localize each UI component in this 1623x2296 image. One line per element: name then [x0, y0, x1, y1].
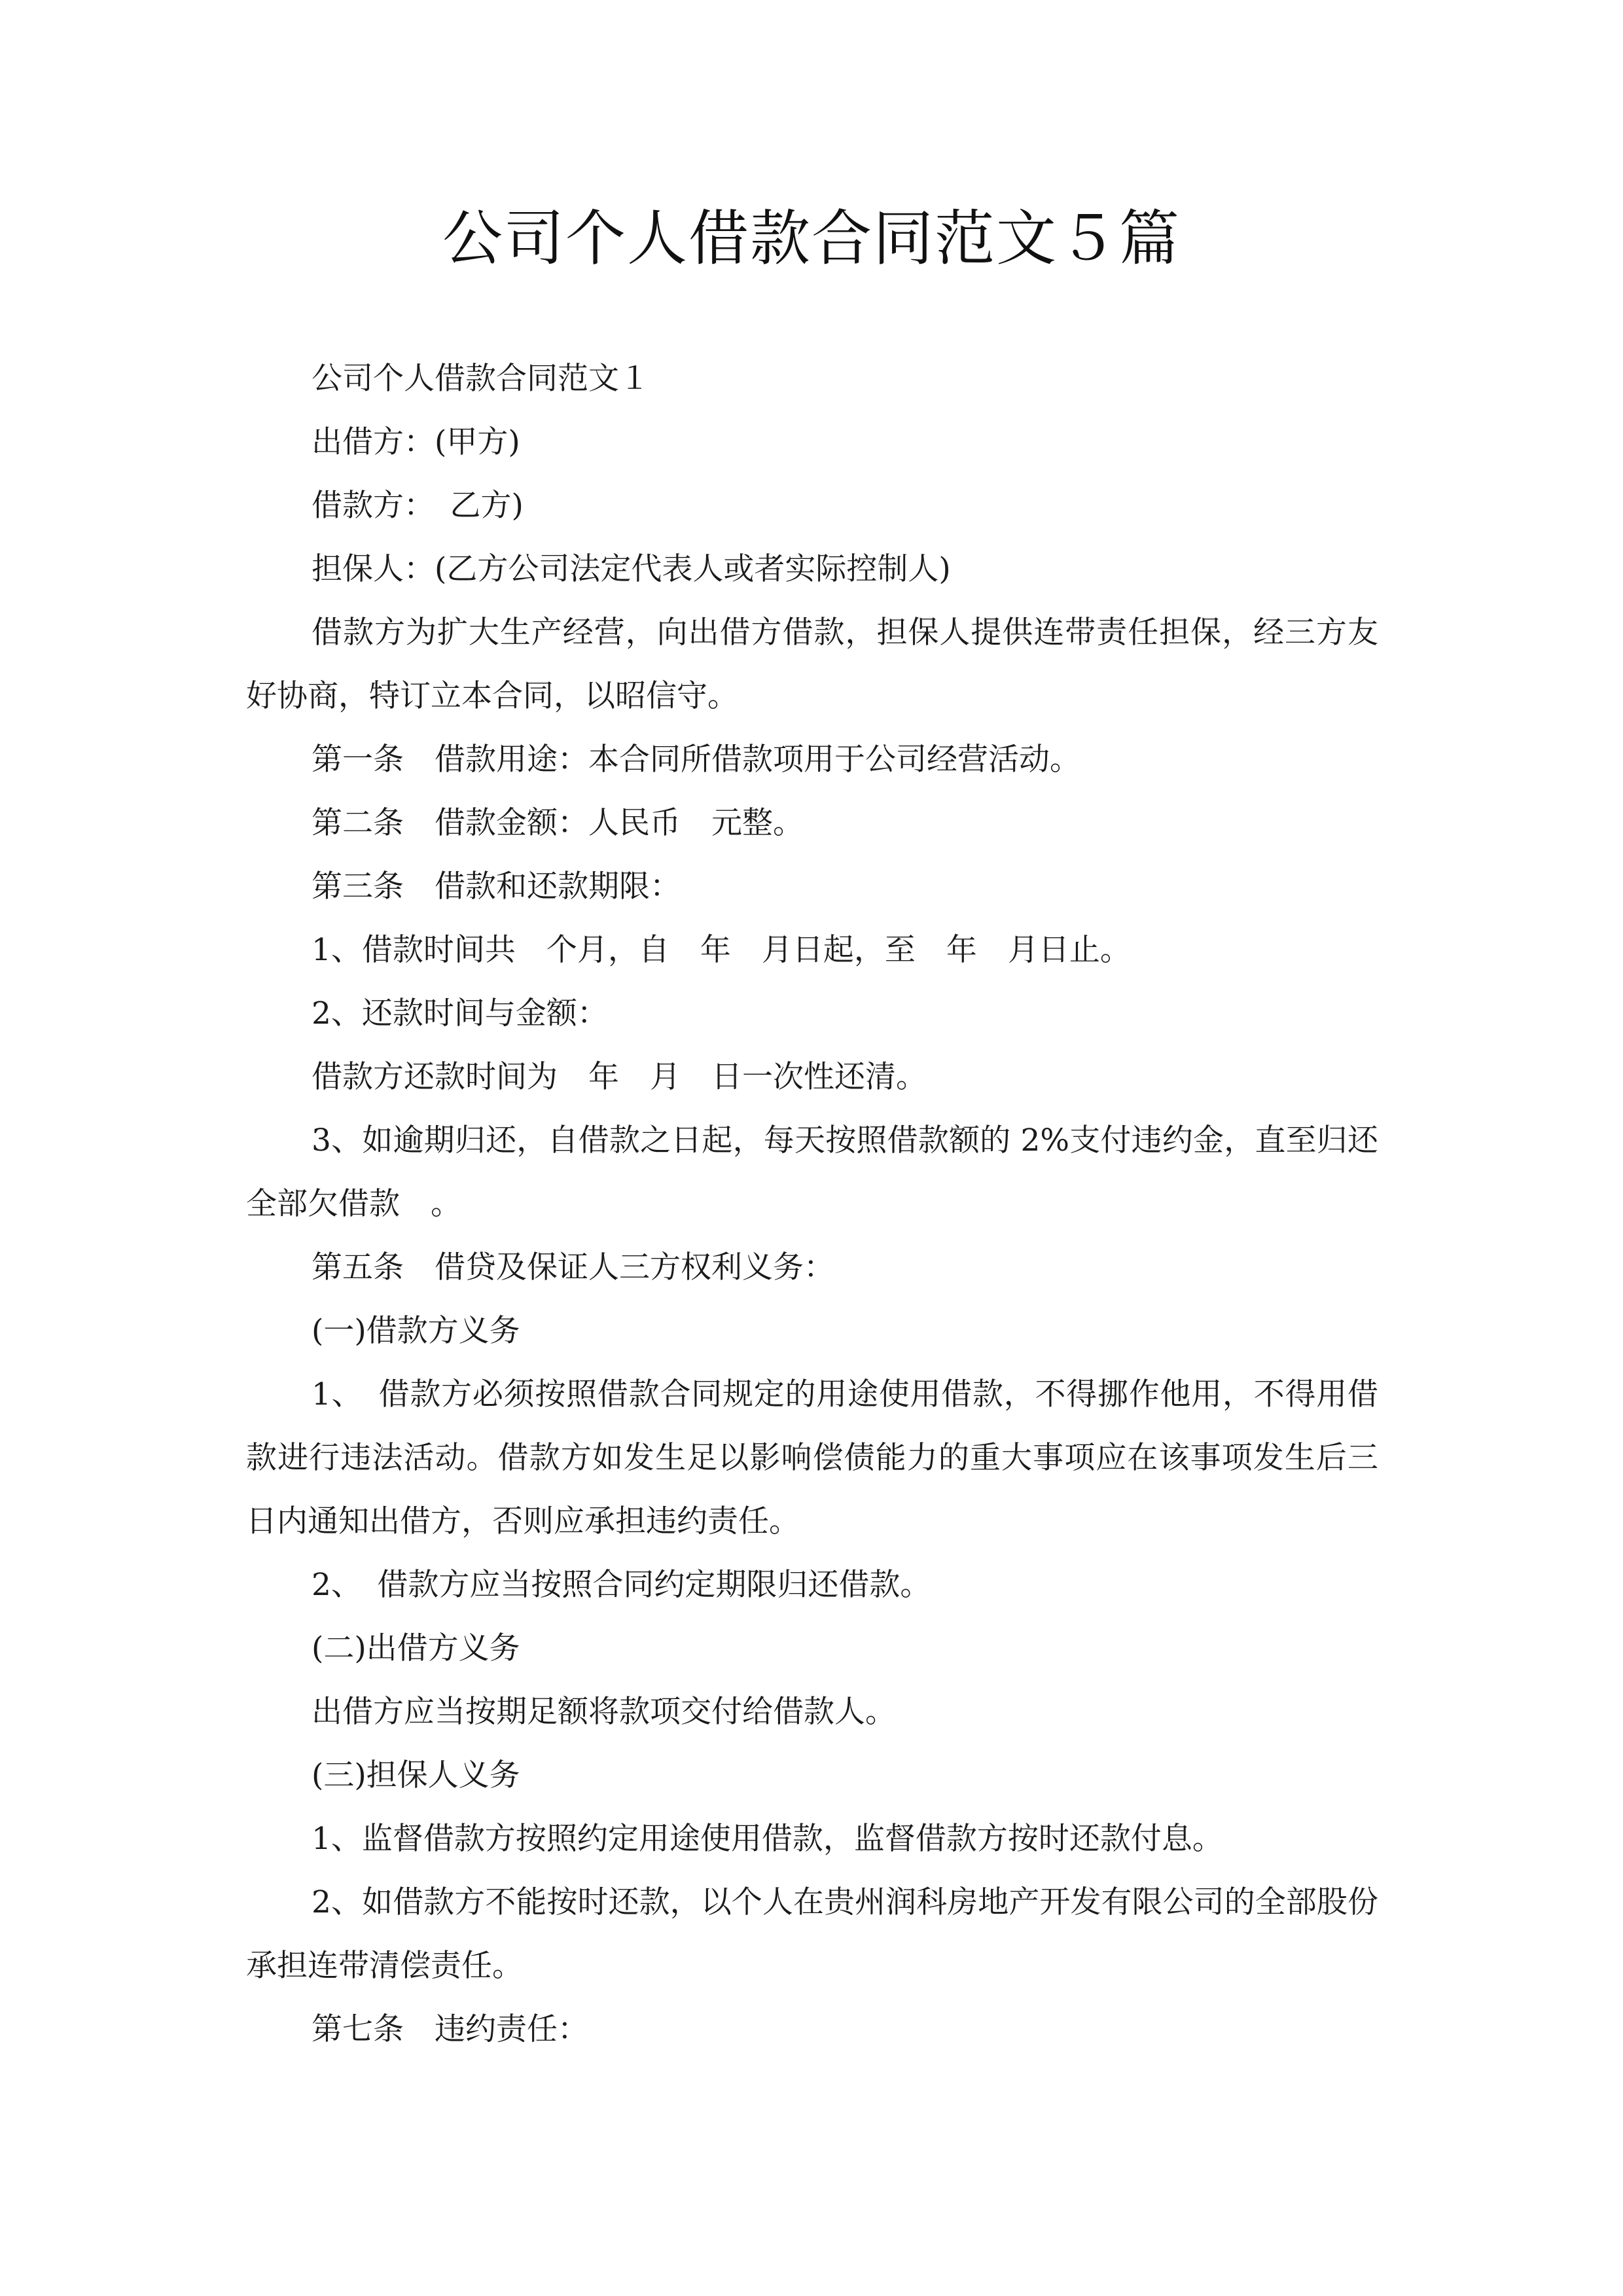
- paragraph: (二)出借方义务: [312, 1630, 520, 1666]
- paragraph: 1、借款时间共 个月，自 年 月日起，至 年 月日止。: [312, 932, 1131, 968]
- paragraph: 公司个人借款合同范文１: [312, 361, 650, 397]
- paragraph: 第七条 违约责任：: [312, 2011, 588, 2047]
- paragraph: 出借方：(甲方): [312, 424, 520, 460]
- paragraph: 借款方为扩大生产经营，向出借方借款，担保人提供连带责任担保，经三方友好协商，特订立本合同，以昭信守。: [246, 615, 1378, 714]
- paragraph: (三)担保人义务: [312, 1757, 520, 1793]
- paragraph: 借款方： 乙方): [312, 488, 524, 524]
- paragraph: 1、监督借款方按照约定用途使用借款，监督借款方按时还款付息。: [312, 1821, 1223, 1857]
- paragraph: 3、如逾期归还，自借款之日起，每天按照借款额的 2%支付违约金，直至归还全部欠借款 。: [246, 1122, 1378, 1222]
- paragraph: 出借方应当按期足额将款项交付给借款人。: [312, 1694, 896, 1730]
- paragraph: 2、 借款方应当按照合同约定期限归还借款。: [312, 1567, 931, 1603]
- paragraph: 第二条 借款金额：人民币 元整。: [312, 805, 804, 841]
- paragraph: (一)借款方义务: [312, 1313, 520, 1349]
- paragraph: 第一条 借款用途：本合同所借款项用于公司经营活动。: [312, 742, 1080, 778]
- paragraph: 2、如借款方不能按时还款，以个人在贵州润科房地产开发有限公司的全部股份承担连带清偿责任。: [246, 1884, 1378, 1984]
- paragraph: 借款方还款时间为 年 月 日一次性还清。: [312, 1059, 927, 1095]
- paragraph: 1、 借款方必须按照借款合同规定的用途使用借款，不得挪作他用，不得用借款进行违法活动。借款方如发生足以影响偿债能力的重大事项应在该事项发生后三日内通知出借方，否则应承担违约责任。: [246, 1376, 1378, 1539]
- document-title: 公司个人借款合同范文５篇: [442, 204, 1181, 274]
- paragraph: 第三条 借款和还款期限：: [312, 869, 681, 905]
- document-body: [246, 347, 1378, 2061]
- paragraph: 担保人：(乙方公司法定代表人或者实际控制人): [312, 551, 951, 587]
- paragraph: 第五条 借贷及保证人三方权利义务：: [312, 1249, 834, 1285]
- paragraph: 2、还款时间与金额：: [312, 996, 608, 1031]
